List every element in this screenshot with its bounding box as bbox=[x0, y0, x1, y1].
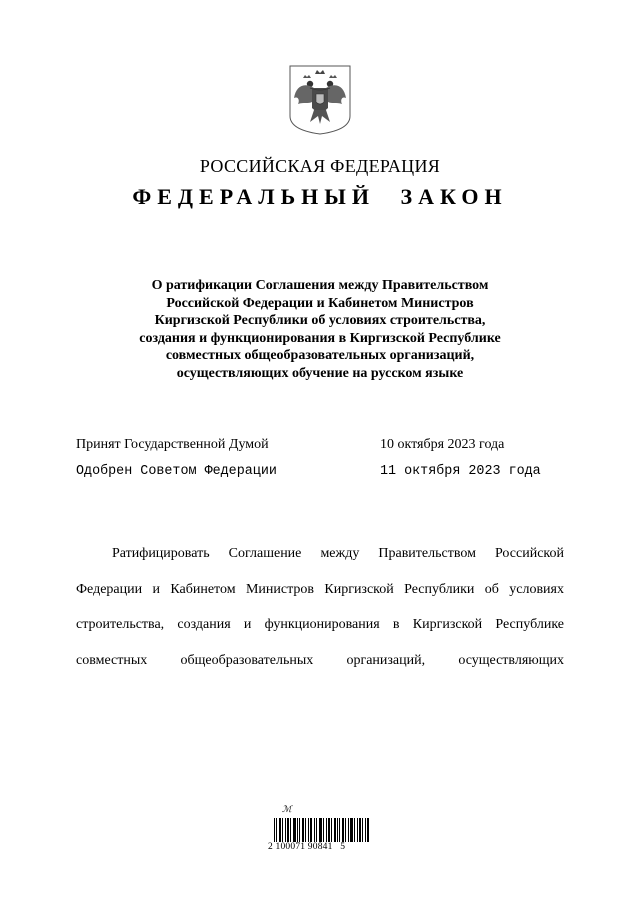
adopted-by-duma-label: Принят Государственной Думой bbox=[76, 437, 269, 452]
barcode-mark-icon: ℳ bbox=[282, 804, 292, 814]
barcode-number: 2 100071 90841 5 bbox=[268, 842, 346, 852]
title-line: осуществляющих обучение на русском языке bbox=[176, 365, 464, 381]
adopted-by-duma-date: 10 октября 2023 года bbox=[380, 437, 505, 452]
body-line: Федерации и Кабинетом Министров Киргизской Республики об условиях bbox=[76, 581, 564, 597]
russian-coat-of-arms-icon bbox=[288, 64, 352, 136]
barcode-icon bbox=[274, 818, 370, 842]
body-line: совместных общеобразовательных организаций, осуществляющих bbox=[76, 652, 564, 668]
approved-by-council-label: Одобрен Советом Федерации bbox=[76, 464, 277, 479]
document-barcode bbox=[268, 806, 376, 856]
title-line: совместных общеобразовательных организаций, bbox=[165, 348, 475, 363]
approved-by-council-date: 11 октября 2023 года bbox=[380, 464, 541, 479]
document-type: ФЕДЕРАЛЬНЫЙ ЗАКОН bbox=[132, 184, 508, 209]
body-line: строительства, создания и функционирования в Киргизской Республике bbox=[76, 617, 564, 632]
title-line: Российской Федерации и Кабинетом Министров bbox=[166, 295, 474, 311]
law-body bbox=[76, 536, 564, 678]
title-line: О ратификации Соглашения между Правительством bbox=[151, 278, 489, 293]
country-name: РОССИЙСКАЯ ФЕДЕРАЦИЯ bbox=[199, 156, 441, 176]
body-line: Ратифицировать Соглашение между Правительством Российской bbox=[112, 546, 564, 561]
law-title bbox=[100, 277, 540, 382]
title-line: Киргизской Республики об условиях строительства, bbox=[154, 313, 486, 328]
title-line: создания и функционирования в Киргизской Республике bbox=[139, 330, 501, 346]
